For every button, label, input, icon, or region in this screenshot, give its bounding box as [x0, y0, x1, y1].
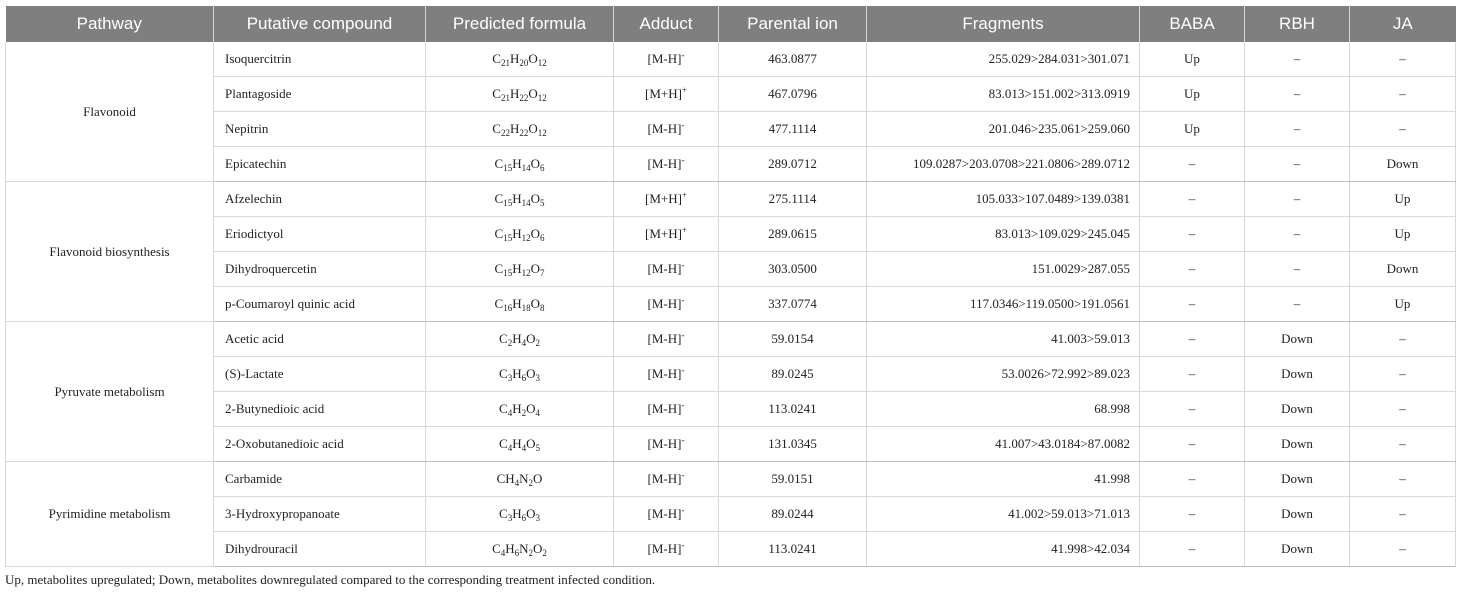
- rbh-cell: –: [1245, 217, 1350, 252]
- parental-ion-cell: 289.0712: [719, 147, 867, 182]
- parental-ion-cell: 337.0774: [719, 287, 867, 322]
- parental-ion-cell: 275.1114: [719, 182, 867, 217]
- rbh-cell: Down: [1245, 532, 1350, 567]
- baba-cell: –: [1140, 217, 1245, 252]
- adduct-cell: [M-H]-: [614, 147, 719, 182]
- parental-ion-cell: 463.0877: [719, 42, 867, 77]
- adduct-cell: [M+H]+: [614, 217, 719, 252]
- parental-ion-cell: 289.0615: [719, 217, 867, 252]
- formula-cell: $C_4H_2O_4$: [426, 392, 614, 427]
- formula-cell: $C_2H_4O_2$: [426, 322, 614, 357]
- table-row: [6, 427, 1456, 462]
- header-compound: Putative compound: [214, 6, 426, 42]
- adduct-cell: [M-H]-: [614, 392, 719, 427]
- baba-cell: –: [1140, 532, 1245, 567]
- header-pathway: Pathway: [6, 6, 214, 42]
- rbh-cell: Down: [1245, 462, 1350, 497]
- formula-cell: $CH_4N_2O$: [426, 462, 614, 497]
- baba-cell: –: [1140, 322, 1245, 357]
- adduct-cell: [M-H]-: [614, 532, 719, 567]
- fragments-cell: 41.007>43.0184>87.0082: [867, 427, 1140, 462]
- adduct-cell: [M-H]-: [614, 497, 719, 532]
- parental-ion-cell: 89.0244: [719, 497, 867, 532]
- pathway-cell: Pyruvate metabolism: [6, 322, 214, 462]
- ja-cell: –: [1350, 77, 1456, 112]
- fragments-cell: 105.033>107.0489>139.0381: [867, 182, 1140, 217]
- compound-cell: Dihydrouracil: [214, 532, 426, 567]
- baba-cell: –: [1140, 427, 1245, 462]
- compound-cell: 2-Butynedioic acid: [214, 392, 426, 427]
- adduct-cell: [M-H]-: [614, 427, 719, 462]
- compound-cell: Isoquercitrin: [214, 42, 426, 77]
- parental-ion-cell: 477.1114: [719, 112, 867, 147]
- parental-ion-cell: 59.0151: [719, 462, 867, 497]
- rbh-cell: –: [1245, 252, 1350, 287]
- ja-cell: Up: [1350, 287, 1456, 322]
- parental-ion-cell: 131.0345: [719, 427, 867, 462]
- fragments-cell: 53.0026>72.992>89.023: [867, 357, 1140, 392]
- table-row: [6, 147, 1456, 182]
- table-row: [6, 322, 1456, 357]
- rbh-cell: Down: [1245, 322, 1350, 357]
- table-row: [6, 42, 1456, 77]
- rbh-cell: –: [1245, 112, 1350, 147]
- rbh-cell: Down: [1245, 427, 1350, 462]
- compound-cell: Afzelechin: [214, 182, 426, 217]
- fragments-cell: 151.0029>287.055: [867, 252, 1140, 287]
- compound-cell: (S)-Lactate: [214, 357, 426, 392]
- rbh-cell: –: [1245, 287, 1350, 322]
- rbh-cell: Down: [1245, 497, 1350, 532]
- formula-cell: $C_{15}H_{12}O_7$: [426, 252, 614, 287]
- compound-cell: Nepitrin: [214, 112, 426, 147]
- ja-cell: Down: [1350, 252, 1456, 287]
- baba-cell: –: [1140, 182, 1245, 217]
- fragments-cell: 41.998: [867, 462, 1140, 497]
- compound-cell: Carbamide: [214, 462, 426, 497]
- compound-cell: Acetic acid: [214, 322, 426, 357]
- table-row: [6, 532, 1456, 567]
- table-container: [5, 6, 1455, 567]
- baba-cell: Up: [1140, 112, 1245, 147]
- parental-ion-cell: 89.0245: [719, 357, 867, 392]
- table-row: [6, 392, 1456, 427]
- adduct-cell: [M-H]-: [614, 252, 719, 287]
- ja-cell: –: [1350, 497, 1456, 532]
- ja-cell: –: [1350, 357, 1456, 392]
- ja-cell: –: [1350, 462, 1456, 497]
- fragments-cell: 41.003>59.013: [867, 322, 1140, 357]
- baba-cell: –: [1140, 252, 1245, 287]
- parental-ion-cell: 467.0796: [719, 77, 867, 112]
- formula-cell: $C_4H_6N_2O_2$: [426, 532, 614, 567]
- adduct-cell: [M-H]-: [614, 462, 719, 497]
- compound-cell: Eriodictyol: [214, 217, 426, 252]
- formula-cell: $C_{15}H_{14}O_5$: [426, 182, 614, 217]
- header-baba: BABA: [1140, 6, 1245, 42]
- adduct-cell: [M-H]-: [614, 322, 719, 357]
- table-row: [6, 252, 1456, 287]
- rbh-cell: –: [1245, 147, 1350, 182]
- table-row: [6, 77, 1456, 112]
- adduct-cell: [M+H]+: [614, 77, 719, 112]
- table-body: [6, 42, 1456, 567]
- compound-cell: Dihydroquercetin: [214, 252, 426, 287]
- fragments-cell: 117.0346>119.0500>191.0561: [867, 287, 1140, 322]
- adduct-cell: [M+H]+: [614, 182, 719, 217]
- header-row: [6, 6, 1456, 42]
- baba-cell: –: [1140, 462, 1245, 497]
- metabolites-table: [5, 6, 1456, 567]
- fragments-cell: 41.998>42.034: [867, 532, 1140, 567]
- compound-cell: p-Coumaroyl quinic acid: [214, 287, 426, 322]
- compound-cell: Epicatechin: [214, 147, 426, 182]
- header-formula: Predicted formula: [426, 6, 614, 42]
- fragments-cell: 41.002>59.013>71.013: [867, 497, 1140, 532]
- baba-cell: Up: [1140, 77, 1245, 112]
- header-ja: JA: [1350, 6, 1456, 42]
- rbh-cell: Down: [1245, 357, 1350, 392]
- pathway-cell: Pyrimidine metabolism: [6, 462, 214, 567]
- table-row: [6, 217, 1456, 252]
- table-row: [6, 112, 1456, 147]
- parental-ion-cell: 113.0241: [719, 532, 867, 567]
- adduct-cell: [M-H]-: [614, 287, 719, 322]
- ja-cell: –: [1350, 427, 1456, 462]
- baba-cell: –: [1140, 357, 1245, 392]
- ja-cell: Up: [1350, 182, 1456, 217]
- adduct-cell: [M-H]-: [614, 42, 719, 77]
- formula-cell: $C_4H_4O_5$: [426, 427, 614, 462]
- compound-cell: 2-Oxobutanedioic acid: [214, 427, 426, 462]
- table-footnote: Up, metabolites upregulated; Down, metabolites downregulated compared to the corresponding treatment infected condition.: [5, 572, 656, 587]
- fragments-cell: 83.013>109.029>245.045: [867, 217, 1140, 252]
- ja-cell: Up: [1350, 217, 1456, 252]
- ja-cell: –: [1350, 392, 1456, 427]
- header-parental-ion: Parental ion: [719, 6, 867, 42]
- pathway-cell: Flavonoid: [6, 42, 214, 182]
- rbh-cell: –: [1245, 182, 1350, 217]
- fragments-cell: 68.998: [867, 392, 1140, 427]
- baba-cell: –: [1140, 147, 1245, 182]
- pathway-cell: Flavonoid biosynthesis: [6, 182, 214, 322]
- header-adduct: Adduct: [614, 6, 719, 42]
- formula-cell: $C_3H_6O_3$: [426, 357, 614, 392]
- formula-cell: $C_{15}H_{14}O_6$: [426, 147, 614, 182]
- adduct-cell: [M-H]-: [614, 357, 719, 392]
- rbh-cell: –: [1245, 42, 1350, 77]
- ja-cell: –: [1350, 322, 1456, 357]
- baba-cell: –: [1140, 287, 1245, 322]
- ja-cell: –: [1350, 42, 1456, 77]
- formula-cell: $C_{21}H_{20}O_{12}$: [426, 42, 614, 77]
- table-row: [6, 287, 1456, 322]
- adduct-cell: [M-H]-: [614, 112, 719, 147]
- baba-cell: Up: [1140, 42, 1245, 77]
- rbh-cell: Down: [1245, 392, 1350, 427]
- table-row: [6, 182, 1456, 217]
- fragments-cell: 109.0287>203.0708>221.0806>289.0712: [867, 147, 1140, 182]
- baba-cell: –: [1140, 497, 1245, 532]
- parental-ion-cell: 303.0500: [719, 252, 867, 287]
- formula-cell: $C_{22}H_{22}O_{12}$: [426, 112, 614, 147]
- fragments-cell: 201.046>235.061>259.060: [867, 112, 1140, 147]
- ja-cell: Down: [1350, 147, 1456, 182]
- compound-cell: 3-Hydroxypropanoate: [214, 497, 426, 532]
- ja-cell: –: [1350, 112, 1456, 147]
- header-fragments: Fragments: [867, 6, 1140, 42]
- baba-cell: –: [1140, 392, 1245, 427]
- fragments-cell: 255.029>284.031>301.071: [867, 42, 1140, 77]
- parental-ion-cell: 59.0154: [719, 322, 867, 357]
- formula-cell: $C_{16}H_{18}O_8$: [426, 287, 614, 322]
- table-row: [6, 357, 1456, 392]
- parental-ion-cell: 113.0241: [719, 392, 867, 427]
- formula-cell: $C_3H_6O_3$: [426, 497, 614, 532]
- formula-cell: $C_{15}H_{12}O_6$: [426, 217, 614, 252]
- compound-cell: Plantagoside: [214, 77, 426, 112]
- header-rbh: RBH: [1245, 6, 1350, 42]
- formula-cell: $C_{21}H_{22}O_{12}$: [426, 77, 614, 112]
- rbh-cell: –: [1245, 77, 1350, 112]
- fragments-cell: 83.013>151.002>313.0919: [867, 77, 1140, 112]
- ja-cell: –: [1350, 532, 1456, 567]
- table-row: [6, 497, 1456, 532]
- table-row: [6, 462, 1456, 497]
